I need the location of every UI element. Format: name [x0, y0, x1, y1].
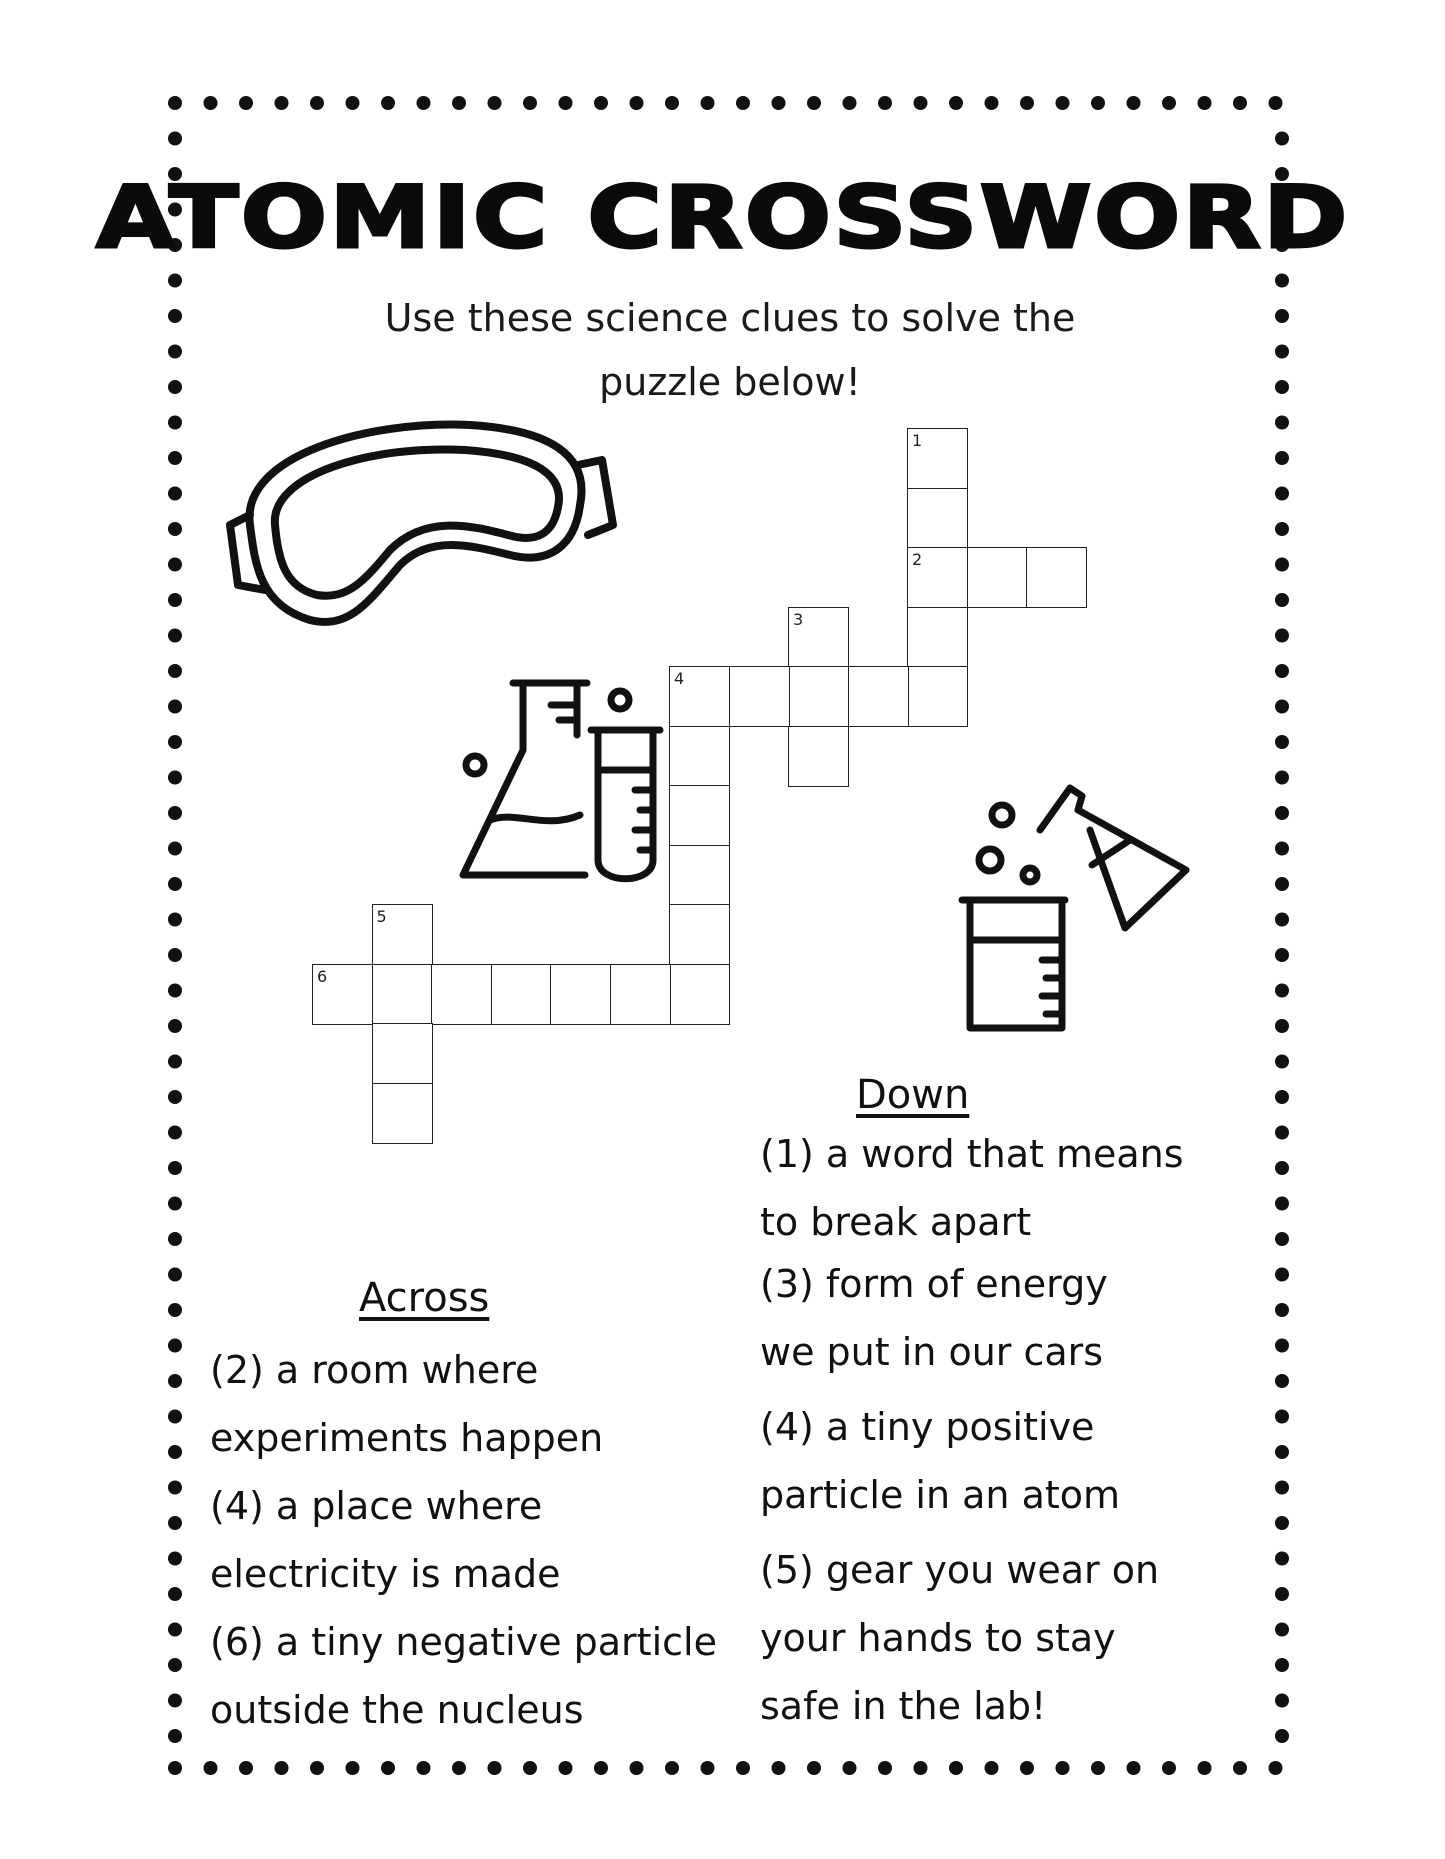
crossword-cell[interactable] — [788, 726, 849, 787]
down-heading: Down — [856, 1072, 970, 1118]
down-clue-5-line-2: your hands to stay — [760, 1616, 1116, 1660]
crossword-cell[interactable] — [431, 964, 492, 1025]
down-clue-5-line-3: safe in the lab! — [760, 1684, 1047, 1728]
crossword-cell[interactable] — [907, 607, 968, 668]
down-clue-1-line-1: (1) a word that means — [760, 1132, 1184, 1176]
cell-number: 5 — [376, 907, 387, 926]
crossword-cell[interactable] — [669, 726, 730, 787]
across-heading: Across — [359, 1275, 490, 1321]
down-clue-4-line-1: (4) a tiny positive — [760, 1405, 1095, 1449]
down-clue-5-line-1: (5) gear you wear on — [760, 1548, 1160, 1592]
across-clue-4-line-1: (4) a place where — [210, 1484, 543, 1528]
cell-number: 3 — [793, 609, 804, 629]
cell-number: 2 — [912, 550, 923, 569]
crossword-cell[interactable] — [729, 666, 790, 727]
cell-number: 1 — [912, 431, 923, 450]
crossword-cell[interactable] — [848, 666, 909, 727]
page-title: ATOMIC CROSSWORD — [96, 168, 1350, 268]
cell-number: 4 — [674, 669, 685, 688]
down-clue-3-line-1: (3) form of energy — [760, 1262, 1108, 1306]
across-clue-6-line-1: (6) a tiny negative particle — [210, 1620, 717, 1664]
flask-and-test-tube-icon — [455, 665, 675, 895]
crossword-cell[interactable] — [372, 904, 433, 965]
down-clue-3-line-2: we put in our cars — [760, 1330, 1104, 1374]
crossword-cell[interactable] — [788, 666, 849, 727]
crossword-cell[interactable] — [1026, 547, 1087, 608]
crossword-cell[interactable] — [669, 964, 730, 1025]
crossword-cell[interactable] — [669, 845, 730, 906]
down-clue-4-line-2: particle in an atom — [760, 1473, 1121, 1517]
crossword-cell[interactable] — [907, 666, 968, 727]
crossword-cell[interactable] — [669, 666, 730, 727]
crossword-cell[interactable] — [967, 547, 1028, 608]
across-clue-4-line-2: electricity is made — [210, 1552, 561, 1596]
crossword-cell[interactable] — [788, 607, 849, 668]
crossword-cell[interactable] — [372, 1083, 433, 1144]
crossword-cell[interactable] — [907, 547, 968, 608]
instructions-line-1: Use these science clues to solve the — [384, 296, 1076, 340]
crossword-cell[interactable] — [312, 964, 373, 1025]
crossword-cell[interactable] — [610, 964, 671, 1025]
across-clue-2-line-2: experiments happen — [210, 1416, 604, 1460]
crossword-cell[interactable] — [550, 964, 611, 1025]
crossword-cell[interactable] — [907, 488, 968, 549]
crossword-cell[interactable] — [491, 964, 552, 1025]
beaker-and-pouring-flask-icon — [950, 770, 1200, 1040]
crossword-cell[interactable] — [372, 1023, 433, 1084]
across-clue-6-line-2: outside the nucleus — [210, 1688, 584, 1732]
instructions — [370, 286, 1090, 414]
instructions-line-2: puzzle below! — [599, 360, 861, 404]
across-clue-2-line-1: (2) a room where — [210, 1348, 539, 1392]
goggles-icon — [220, 415, 620, 645]
crossword-cell[interactable] — [907, 428, 968, 489]
crossword-cell[interactable] — [669, 904, 730, 965]
crossword-cell[interactable] — [669, 785, 730, 846]
down-clue-1-line-2: to break apart — [760, 1200, 1032, 1244]
cell-number: 6 — [317, 966, 328, 986]
crossword-cell[interactable] — [372, 964, 433, 1025]
